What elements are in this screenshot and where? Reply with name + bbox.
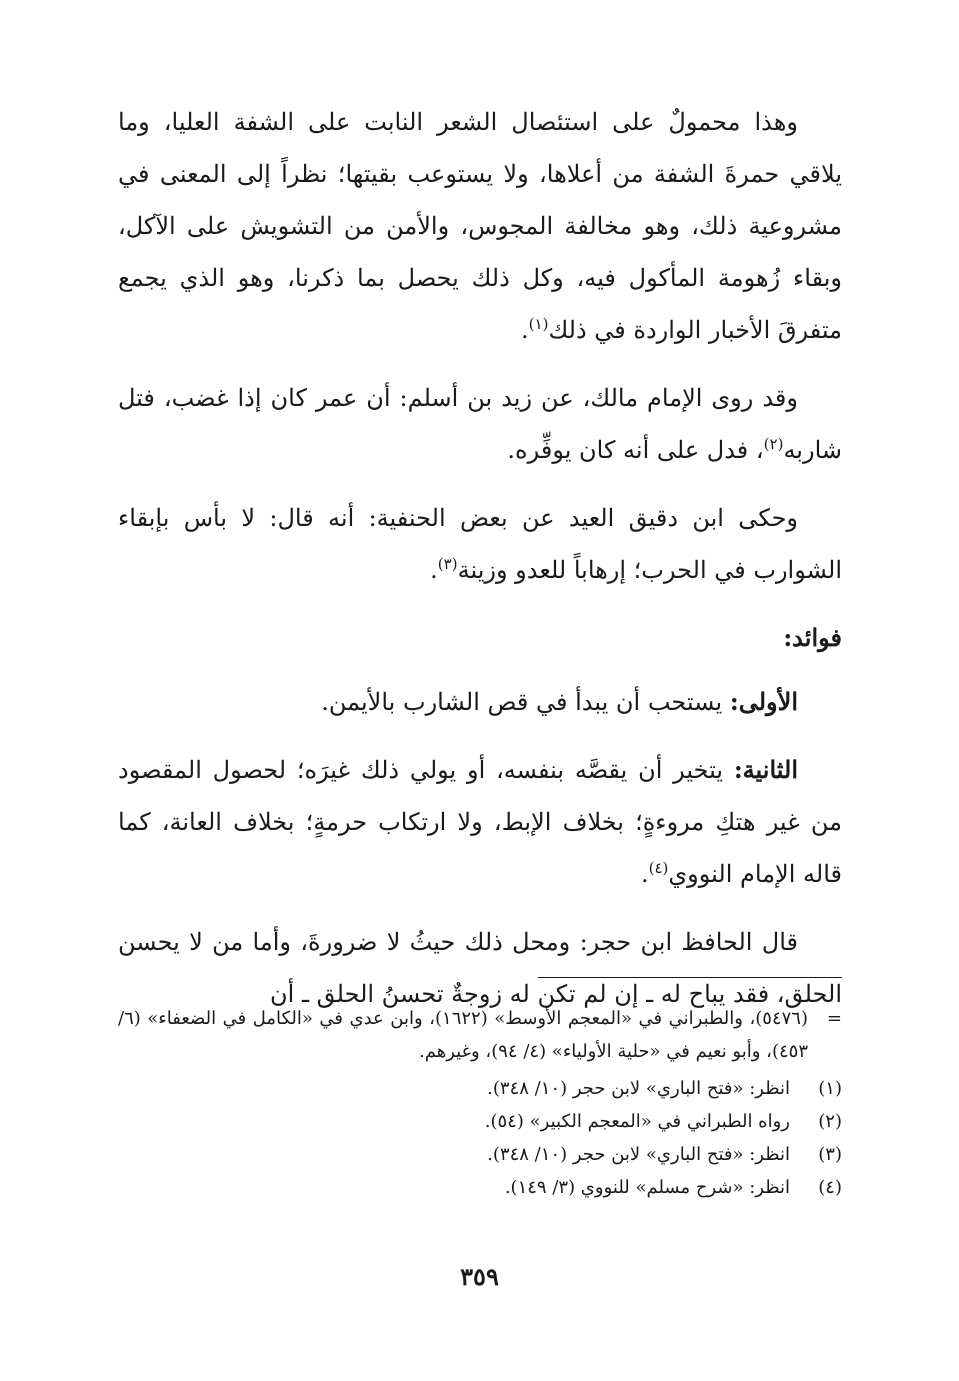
footnote-ref-4: (٤) <box>648 859 669 877</box>
paragraph-1 <box>118 96 842 356</box>
footnote-continued <box>118 1002 842 1068</box>
footnote-3 <box>118 1138 842 1171</box>
footnote-ref-1: (١) <box>528 315 549 333</box>
paragraph-3 <box>118 492 842 596</box>
main-text <box>118 96 842 1036</box>
footnote-separator <box>538 977 842 978</box>
benefit-second-lead: الثانية: <box>733 755 798 784</box>
footnote-ref-2: (٢) <box>763 435 784 453</box>
benefit-second <box>118 744 842 900</box>
footnote-1 <box>118 1072 842 1105</box>
footnote-1-text: انظر: «فتح الباري» لابن حجر (١٠/ ٣٤٨). <box>487 1078 790 1099</box>
paragraph-2-text: وقد روى الإمام مالك، عن زيد بن أسلم: أن عمر كان إذا غضب، فتل شاربه <box>118 384 842 464</box>
footnote-2 <box>118 1105 842 1138</box>
footnote-4-text: انظر: «شرح مسلم» للنووي (٣/ ١٤٩). <box>504 1177 790 1198</box>
footnote-4 <box>118 1171 842 1204</box>
footnote-ref-3: (٣) <box>437 555 458 573</box>
benefit-second-text: يتخير أن يقصَّه بنفسه، أو يولي ذلك غيرَه؛ لحصول المقصود من غير هتكِ مروءةٍ؛ بخلاف الإبط، ولا ارتكاب حرمةٍ؛ بخلاف العانة، كما قاله الإمام النووي <box>118 756 842 888</box>
footnote-2-text: رواه الطبراني في «المعجم الكبير» (٥٤). <box>484 1111 790 1132</box>
benefit-first-text: يستحب أن يبدأ في قص الشارب بالأيمن. <box>321 688 730 716</box>
continuation-mark: = <box>826 1008 842 1029</box>
paragraph-1-end: . <box>521 316 529 344</box>
footnote-2-number: (٢) <box>818 1111 842 1132</box>
paragraph-last: قال الحافظ ابن حجر: ومحل ذلك حيثُ لا ضرورةَ، وأما من لا يحسن الحلق، فقد يباح له ـ إن لم تكن له زوجةٌ تحسنُ الحلق ـ أن <box>118 928 842 1008</box>
benefit-first <box>118 676 842 728</box>
footnotes <box>118 1002 842 1204</box>
footnote-3-number: (٣) <box>818 1144 842 1165</box>
footnote-4-number: (٤) <box>818 1177 842 1198</box>
benefit-second-end: . <box>640 860 649 888</box>
footnote-continued-text: (٥٤٧٦)، والطبراني في «المعجم الأوسط» (١٦٢٢)، وابن عدي في «الكامل في الضعفاء» (٦/ ٤٥٣)، وأبو نعيم في «حلية الأولياء» (٤/ ٩٤)، وغيرهم. <box>118 1008 808 1062</box>
paragraph-2 <box>118 372 842 476</box>
paragraph-1-text: وهذا محمولٌ على استئصال الشعر النابت على الشفة العليا، وما يلاقي حمرةَ الشفة من أعلاها، ولا يستوعب بقيتها؛ نظراً إلى المعنى في مشروعية ذلك، وهو مخالفة المجوس، والأمن من التشويش على الآكل، وبقاء زُهومة المأكول فيه، وكل ذلك يحصل بما ذكرنا، وهو الذي يجمع متفرقَ الأخبار الواردة في ذلك <box>118 108 842 344</box>
benefit-first-lead: الأولى: <box>729 687 798 716</box>
page-number: ٣٥٩ <box>460 1262 499 1291</box>
footnote-1-number: (١) <box>818 1078 842 1099</box>
paragraph-2-end: ، فدل على أنه كان يوفِّره. <box>507 436 764 464</box>
footnote-3-text: انظر: «فتح الباري» لابن حجر (١٠/ ٣٤٨). <box>487 1144 790 1165</box>
benefits-heading: فوائد: <box>783 623 842 652</box>
paragraph-3-end: . <box>430 556 438 584</box>
paragraph-3-text: وحكى ابن دقيق العيد عن بعض الحنفية: أنه قال: لا بأس بإبقاء الشوارب في الحرب؛ إرهاباً للعدو وزينة <box>118 504 842 584</box>
